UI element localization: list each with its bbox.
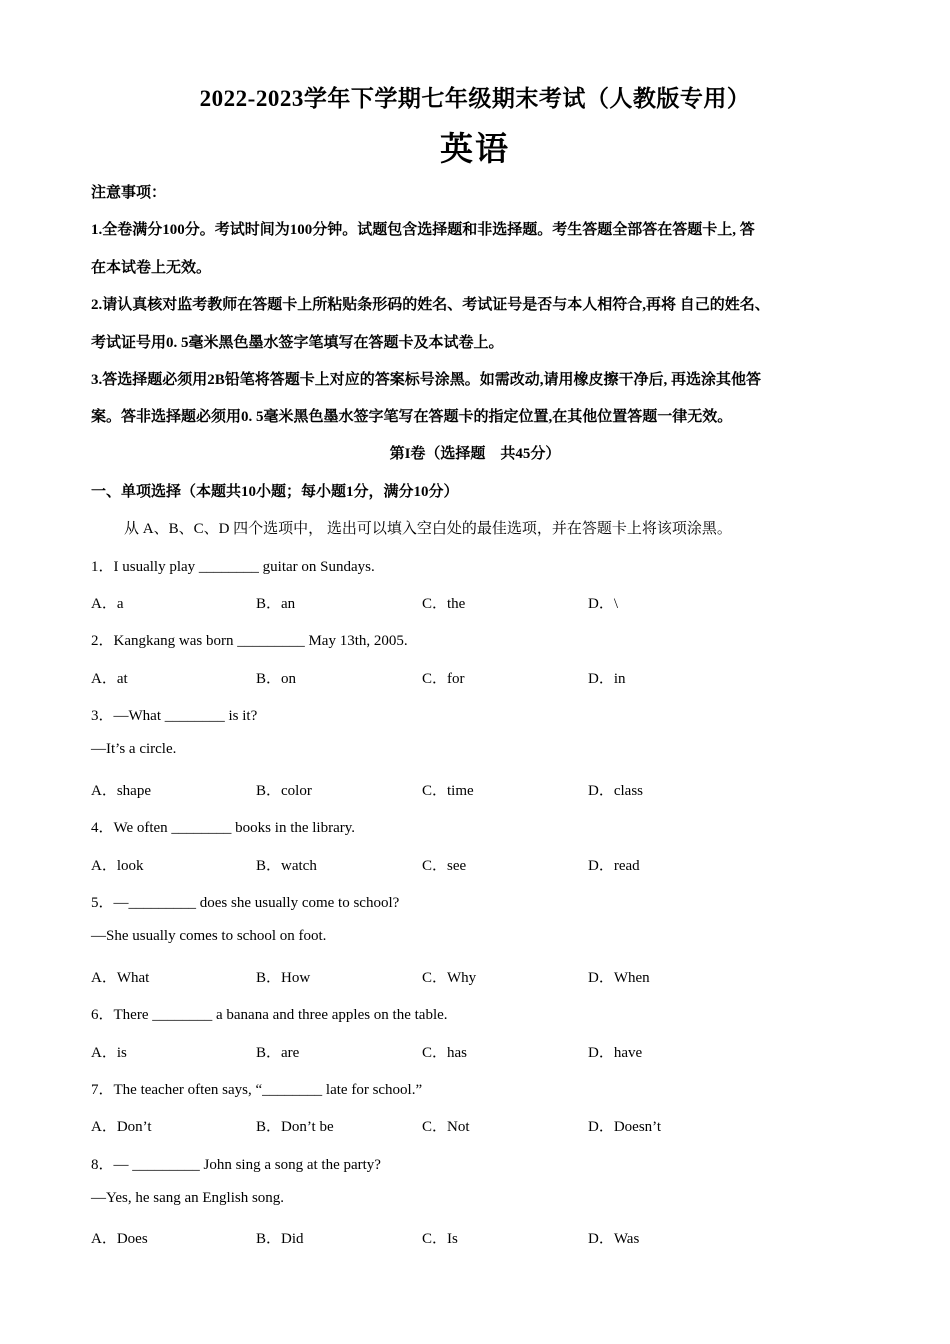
option-c: C．has: [422, 1045, 468, 1061]
question-stem: 3．—What ________ is it?: [91, 708, 258, 724]
notice-item-3-line-2: 案。答非选择题必须用0. 5毫米黑色墨水签字笔写在答题卡的指定位置,在其他位置答题一律无效。: [91, 409, 733, 425]
option-b: B．color: [256, 783, 312, 799]
option-c: C．Is: [422, 1231, 458, 1247]
option-b: B．are: [256, 1045, 300, 1061]
question-stem: 2．Kangkang was born _________ May 13th, 2005.: [91, 633, 408, 649]
option-a: A．Don’t: [91, 1119, 152, 1135]
option-d: D．Doesn’t: [588, 1119, 662, 1135]
notice-heading: 注意事项：: [91, 185, 167, 201]
option-b: B．an: [256, 596, 296, 612]
option-d: D．Was: [588, 1231, 640, 1247]
option-b: B．Don’t be: [256, 1119, 334, 1135]
exam-title: 2022-2023学年下学期七年级期末考试（人教版专用）: [199, 86, 751, 111]
question-reply: —Yes, he sang an English song.: [91, 1190, 285, 1206]
notice-item-2-line-1: 2.请认真核对监考教师在答题卡上所粘贴条形码的姓名、考试证号是否与本人相符合,再将 自己的姓名、: [91, 297, 770, 313]
option-c: C．for: [422, 671, 465, 687]
question-reply: —She usually comes to school on foot.: [91, 928, 327, 944]
option-d: D．class: [588, 783, 643, 799]
option-b: B．How: [256, 970, 311, 986]
option-c: C．the: [422, 596, 466, 612]
notice-item-2-line-2: 考试证号用0. 5毫米黑色墨水签字笔填写在答题卡及本试卷上。: [91, 335, 504, 351]
option-a: A．a: [91, 596, 124, 612]
option-d: D．in: [588, 671, 626, 687]
option-a: A．Does: [91, 1231, 148, 1247]
question-stem: 4．We often ________ books in the library.: [91, 820, 356, 836]
question-stem: 7．The teacher often says, “________ late for school.”: [91, 1082, 423, 1098]
option-b: B．on: [256, 671, 297, 687]
option-d: D．When: [588, 970, 650, 986]
question-stem: 6．There ________ a banana and three apples on the table.: [91, 1007, 448, 1023]
option-b: B．watch: [256, 858, 317, 874]
option-a: A．shape: [91, 783, 151, 799]
option-a: A．look: [91, 858, 144, 874]
option-b: B．Did: [256, 1231, 304, 1247]
option-c: C．Why: [422, 970, 477, 986]
notice-item-1-line-2: 在本试卷上无效。: [91, 260, 212, 276]
option-d: D．have: [588, 1045, 643, 1061]
question-stem: 8．— _________ John sing a song at the party?: [91, 1157, 381, 1173]
question-reply: —It’s a circle.: [91, 741, 177, 757]
option-c: C．Not: [422, 1119, 470, 1135]
part-title: 第I卷（选择题 共45分）: [389, 446, 561, 462]
option-a: A．at: [91, 671, 128, 687]
section-heading: 一、单项选择（本题共10小题；每小题1分，满分10分）: [91, 484, 459, 500]
section-instruction: 从 A、B、C、D 四个选项中， 选出可以填入空白处的最佳选项，并在答题卡上将该项涂黑。: [124, 521, 732, 537]
question-stem: 5．—_________ does she usually come to school?: [91, 895, 400, 911]
option-d: D．read: [588, 858, 640, 874]
option-c: C．see: [422, 858, 467, 874]
option-a: A．What: [91, 970, 150, 986]
option-c: C．time: [422, 783, 474, 799]
subject-title: 英语: [440, 132, 510, 168]
question-stem: 1．I usually play ________ guitar on Sundays.: [91, 559, 375, 575]
option-d: D．\: [588, 596, 619, 612]
notice-item-1-line-1: 1.全卷满分100分。考试时间为100分钟。试题包含选择题和非选择题。考生答题全部答在答题卡上, 答: [91, 222, 755, 238]
notice-item-3-line-1: 3.答选择题必须用2B铅笔将答题卡上对应的答案标号涂黑。如需改动,请用橡皮擦干净后, 再选涂其他答: [91, 372, 762, 388]
option-a: A．is: [91, 1045, 127, 1061]
